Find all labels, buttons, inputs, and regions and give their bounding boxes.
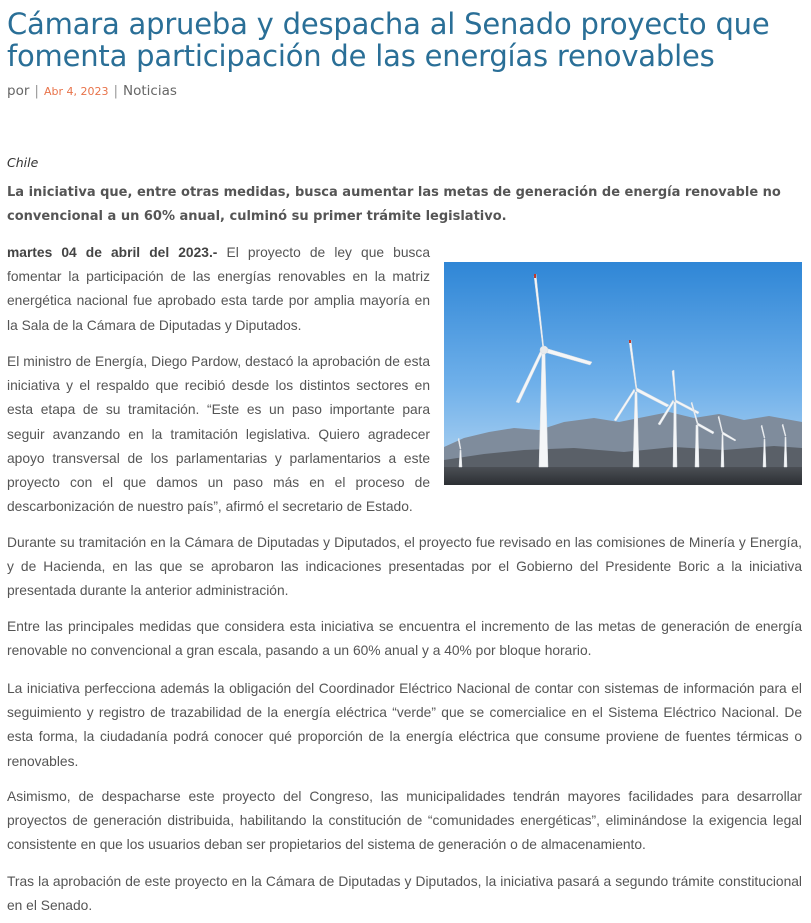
article-paragraph — [7, 241, 430, 338]
article-title: Cámara aprueba y despacha al Senado proyecto que fomenta participación de las energías renovables — [7, 7, 770, 73]
article-lead: La iniciativa que, entre otras medidas, busca aumentar las metas de generación de energía renovable no convencional a un 60% anual, culminó su primer trámite legislativo. — [7, 185, 781, 224]
wind-farm-photo — [444, 262, 802, 485]
article-dateline: martes 04 de abril del 2023.- — [7, 245, 218, 260]
article-paragraph: El ministro de Energía, Diego Pardow, destacó la aprobación de esta iniciativa y el respaldo que recibió desde los distintos sectores en esta etapa de su tramitación. “Este es un paso importante para seguir avanzando en la tramitación legislativa. Quiero agradecer apoyo transversal de los parlamentarias y parlamentarios a este proyecto con el que damos un paso más en el proceso de descarbonización de nuestro país”, afirmó el secretario de Estado. — [7, 354, 430, 515]
article-paragraph: Tras la aprobación de este proyecto en la Cámara de Diputadas y Diputados, la iniciativa pasará a segundo trámite constitucional en el Senado. — [7, 874, 802, 914]
post-date: Abr 4, 2023 — [43, 85, 109, 98]
category-link[interactable]: Noticias — [123, 83, 177, 99]
article-paragraph: Asimismo, de despacharse este proyecto del Congreso, las municipalidades tendrán mayores facilidades para desarrollar proyectos de generación distribuida, habilitando la constitución de “comunidades energéticas”, eliminándose la exigencia legal consistente en que los usuarios deban ser propietarios del sistema de generación o de almacenamiento. — [7, 789, 802, 853]
article-paragraph: Entre las principales medidas que considera esta iniciativa se encuentra el incremento de las metas de generación de energía renovable no convencional a gran escala, pasando a un 60% anual y a 40% por bloque horario. — [7, 619, 802, 659]
article-paragraph: Durante su tramitación en la Cámara de Diputadas y Diputados, el proyecto fue revisado en las comisiones de Minería y Energía, y de Hacienda, en las que se aprobaron las indicaciones presentadas por el Gobierno del Presidente Boric a la iniciativa presentada durante la anterior administración. — [7, 535, 802, 599]
article-paragraph: La iniciativa perfecciona además la obligación del Coordinador Eléctrico Nacional de contar con sistemas de información para el seguimiento y registro de trazabilidad de la energía eléctrica “verde” que se comercialice en el Sistema Eléctrico Nacional. De esta forma, la ciudadanía podrá conocer qué proporción de la energía eléctrica que consume proviene de fuentes térmicas o renovables. — [7, 681, 802, 769]
meta-separator: | — [34, 83, 39, 99]
meta-separator: | — [113, 83, 119, 99]
author-label: por — [7, 83, 30, 99]
post-meta — [7, 83, 177, 99]
paragraph-text: El proyecto de ley que busca fomentar la participación de las energías renovables en la matriz energética nacional fue aprobado esta tarde por amplia mayoría en la Sala de la Cámara de Diputadas y Diputados. — [7, 245, 430, 333]
country-label: Chile — [7, 155, 39, 170]
